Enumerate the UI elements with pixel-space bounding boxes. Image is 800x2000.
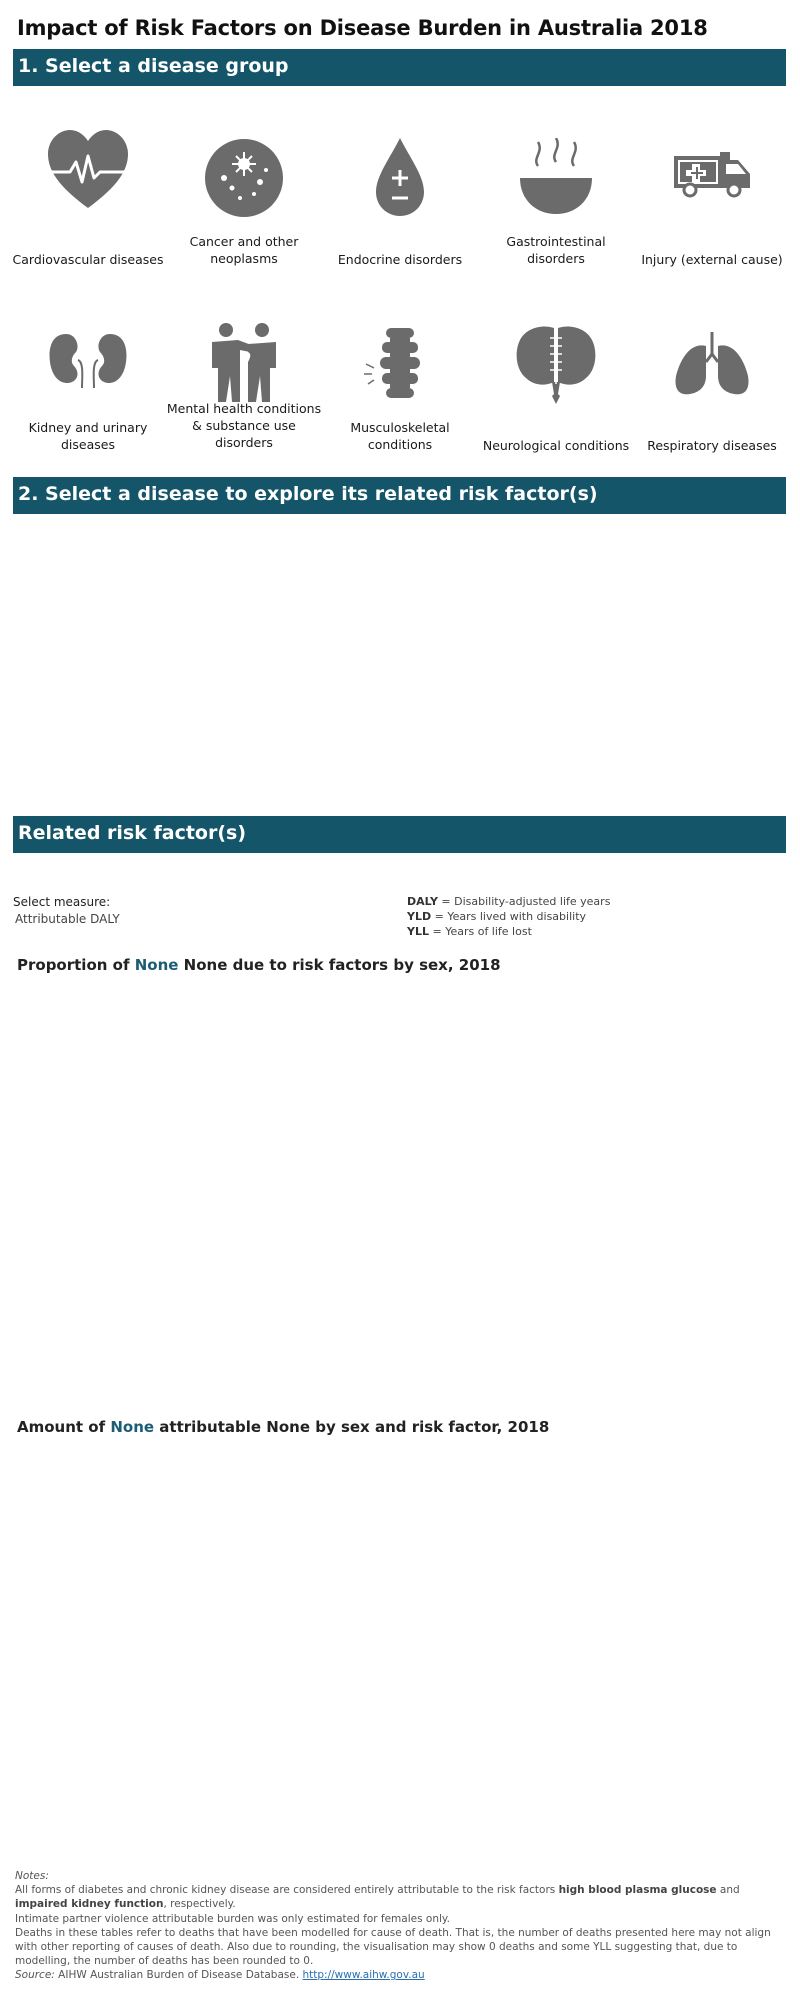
chart-title-suffix: attributable None by sex and risk factor, 2018 — [154, 1418, 550, 1436]
legend-abbr: YLL — [407, 925, 429, 938]
legend-daly — [407, 895, 610, 908]
note-emphasis: impaired kidney function — [15, 1898, 164, 1911]
chart-title-highlight: None — [110, 1418, 155, 1436]
legend-definition: = Years lived with disability — [431, 910, 587, 923]
note-emphasis: high blood plasma glucose — [558, 1884, 717, 1897]
chart-title-prefix: Amount of — [17, 1418, 111, 1436]
legend-definition: = Disability-adjusted life years — [437, 895, 611, 908]
source-text: AIHW Australian Burden of Disease Database. — [54, 1969, 303, 1982]
heart-icon — [48, 130, 128, 214]
disease-group-label: Musculoskeletal conditions — [350, 420, 450, 452]
section-banner-select-disease — [13, 477, 786, 514]
source-link[interactable]: http://www.aihw.gov.au — [302, 1969, 425, 1982]
kidneys-icon — [48, 328, 128, 412]
legend-abbr: YLD — [407, 910, 432, 923]
disease-group-label: Gastrointestinal disorders — [506, 234, 606, 266]
disease-group-label: Cancer and other neoplasms — [189, 234, 299, 266]
chart-title-proportion — [17, 956, 501, 974]
bowl-icon — [516, 138, 596, 222]
lungs-icon — [672, 332, 752, 416]
chart-title-highlight: None — [134, 956, 179, 974]
section-heading: 1. Select a disease group — [18, 55, 289, 77]
notes-heading: Notes: — [15, 1870, 49, 1882]
disease-group-label: Neurological conditions — [482, 438, 630, 453]
brain-icon — [516, 324, 596, 408]
people-icon — [204, 322, 284, 406]
section-heading: 2. Select a disease to explore its related risk factor(s) — [18, 483, 598, 505]
disease-group-label: Injury (external cause) — [641, 252, 783, 267]
chart-area-proportion — [13, 985, 786, 1405]
disease-group-label: Mental health conditions & substance use disorders — [166, 401, 322, 450]
cancer-cell-icon — [204, 138, 284, 222]
section-banner-disease-group — [13, 49, 786, 86]
disease-group-label: Kidney and urinary diseases — [28, 420, 148, 452]
note-text: , respectively. — [163, 1898, 236, 1911]
legend-abbr: DALY — [407, 895, 438, 908]
disease-group-label: Endocrine disorders — [337, 252, 463, 267]
legend-yll — [407, 925, 532, 938]
chart-area-amount — [13, 1447, 786, 1857]
chart-title-suffix: None due to risk factors by sex, 2018 — [178, 956, 501, 974]
section-heading: Related risk factor(s) — [18, 822, 247, 844]
legend-yld — [407, 910, 586, 923]
disease-group-label: Cardiovascular diseases — [12, 252, 164, 267]
note-line — [15, 1883, 775, 1911]
disease-selector-area — [13, 514, 786, 804]
note-line: Intimate partner violence attributable burden was only estimated for females only. — [15, 1912, 450, 1925]
note-line: Deaths in these tables refer to deaths that have been modelled for cause of death. That is, the number of deaths presented here may not align with other reporting of causes of death. Also due to rounding, the visualisation may show 0 deaths and some YLL suggesting that, due to modelling, the number of deaths has been rounded to 0. — [15, 1926, 771, 1968]
note-text: All forms of diabetes and chronic kidney disease are considered entirely attributable to the risk factors — [15, 1884, 559, 1897]
measure-select[interactable]: Attributable DALY — [15, 912, 120, 926]
notes — [15, 1869, 775, 1983]
spine-icon — [360, 328, 440, 412]
source-label: Source: — [15, 1969, 55, 1982]
section-banner-related-risk — [13, 816, 786, 853]
disease-group-label: Respiratory diseases — [647, 438, 777, 453]
note-text: and — [716, 1884, 740, 1897]
measure-label: Select measure: — [13, 895, 111, 909]
page-title: Impact of Risk Factors on Disease Burden in Australia 2018 — [17, 16, 708, 40]
legend-definition: = Years of life lost — [428, 925, 532, 938]
ambulance-icon — [672, 150, 752, 234]
chart-title-amount — [17, 1418, 549, 1436]
droplet-icon — [360, 138, 440, 222]
source-line — [15, 1968, 775, 1982]
chart-title-prefix: Proportion of — [17, 956, 135, 974]
